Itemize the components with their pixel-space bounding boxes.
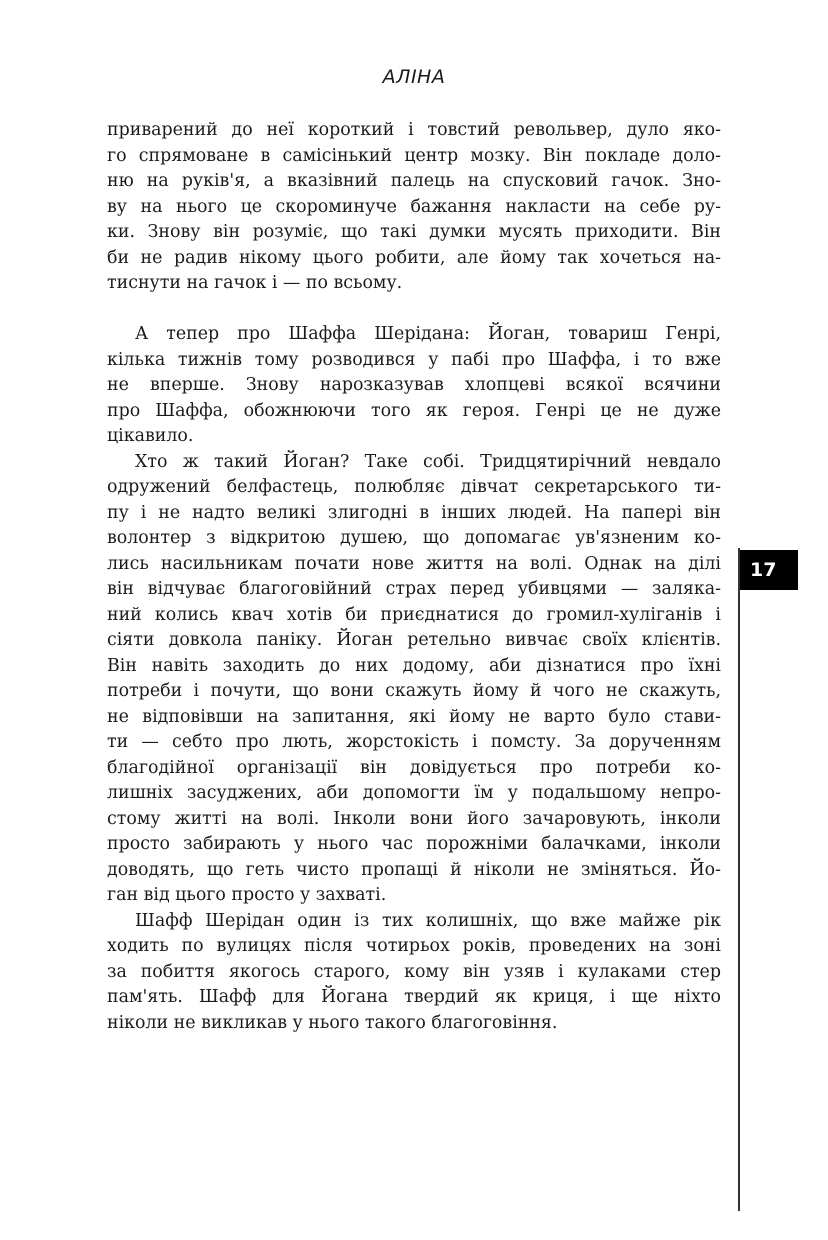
text-line: ки. Знову він розуміє, що такі думки мусять приходити. Він (107, 222, 721, 242)
text-line: ний колись квач хотів би приєднатися до громил-хуліганів і (107, 604, 721, 625)
paragraph-3 (107, 450, 721, 909)
paragraph-4 (107, 909, 721, 1037)
text-line: Шафф Шерідан один із тих колишніх, що вже майже рік (135, 910, 721, 931)
text-line: доводять, що геть чисто пропащі й ніколи не зміняться. Йо- (107, 859, 721, 880)
section-break (107, 297, 721, 323)
text-line: цікавило. (107, 426, 194, 446)
text-line: би не радив нікому цього робити, але йому так хочеться на- (107, 247, 721, 268)
text-line: не вперше. Знову нарозказував хлопцеві всякої всячини (107, 375, 721, 395)
text-line: пу і не надто великі злигодні в інших людей. На папері він (107, 502, 721, 523)
paragraph-2 (107, 322, 721, 450)
paragraph-1 (107, 118, 721, 297)
body-text (107, 118, 721, 1036)
text-line: ву на нього це скороминуче бажання накласти на себе ру- (107, 196, 721, 217)
text-line: сіяти довкола паніку. Йоган ретельно вивчає своїх клієнтів. (107, 630, 721, 650)
margin-rule (738, 548, 740, 1211)
text-line: пам'ять. Шафф для Йогана твердий як криця, і ще ніхто (107, 987, 721, 1007)
text-line: просто забирають у нього час порожніми балачками, інколи (107, 834, 721, 854)
text-line: волонтер з відкритою душею, що допомагає ув'язненим ко- (107, 528, 721, 548)
text-line: одружений белфастець, полюбляє дівчат секретарського ти- (107, 477, 721, 497)
text-line: він відчуває благоговійний страх перед убивцями — заляка- (107, 579, 721, 599)
text-line: приварений до неї короткий і товстий револьвер, дуло яко- (107, 120, 721, 140)
text-line: про Шаффа, обожнюючи того як героя. Генрі це не дуже (107, 400, 721, 421)
text-line: за побиття якогось старого, кому він узяв і кулаками стер (107, 961, 721, 982)
text-line: стому житті на волі. Інколи вони його зачаровують, інколи (107, 808, 721, 829)
text-line: Він навіть заходить до них додому, аби дізнатися про їхні (107, 655, 721, 676)
text-line: благодійної організації він довідується про потреби ко- (107, 757, 721, 778)
text-line: потреби і почути, що вони скажуть йому й чого не скажуть, (107, 681, 721, 701)
text-line: Хто ж такий Йоган? Таке собі. Тридцятирічний невдало (135, 451, 721, 472)
running-head-title: АЛІНА (382, 66, 446, 88)
text-line: А тепер про Шаффа Шерідана: Йоган, товариш Генрі, (135, 324, 721, 344)
text-line: лись насильникам почати нове життя на волі. Однак на ділі (107, 553, 721, 574)
text-line: ню на руків'я, а вказівний палець на спусковий гачок. Зно- (107, 171, 721, 191)
text-line: ходить по вулицях після чотирьох років, проведених на зоні (107, 936, 721, 956)
text-line: кілька тижнів тому розводився у пабі про Шаффа, і то вже (107, 349, 721, 370)
text-line: го спрямоване в самісінький центр мозку. Він покладе доло- (107, 145, 721, 166)
text-line: лишніх засуджених, аби допомогти їм у подальшому непро- (107, 783, 721, 803)
text-line: ти — себто про лють, жорстокість і помсту. За дорученням (107, 732, 721, 752)
page-number-tab: 17 (740, 550, 798, 590)
text-line: ган від цього просто у захваті. (107, 885, 387, 905)
text-line: не відповівши на запитання, які йому не варто було стави- (107, 706, 721, 727)
text-line: ніколи не викликав у нього такого благоговіння. (107, 1012, 558, 1033)
text-line: тиснути на гачок і — по всьому. (107, 273, 403, 293)
